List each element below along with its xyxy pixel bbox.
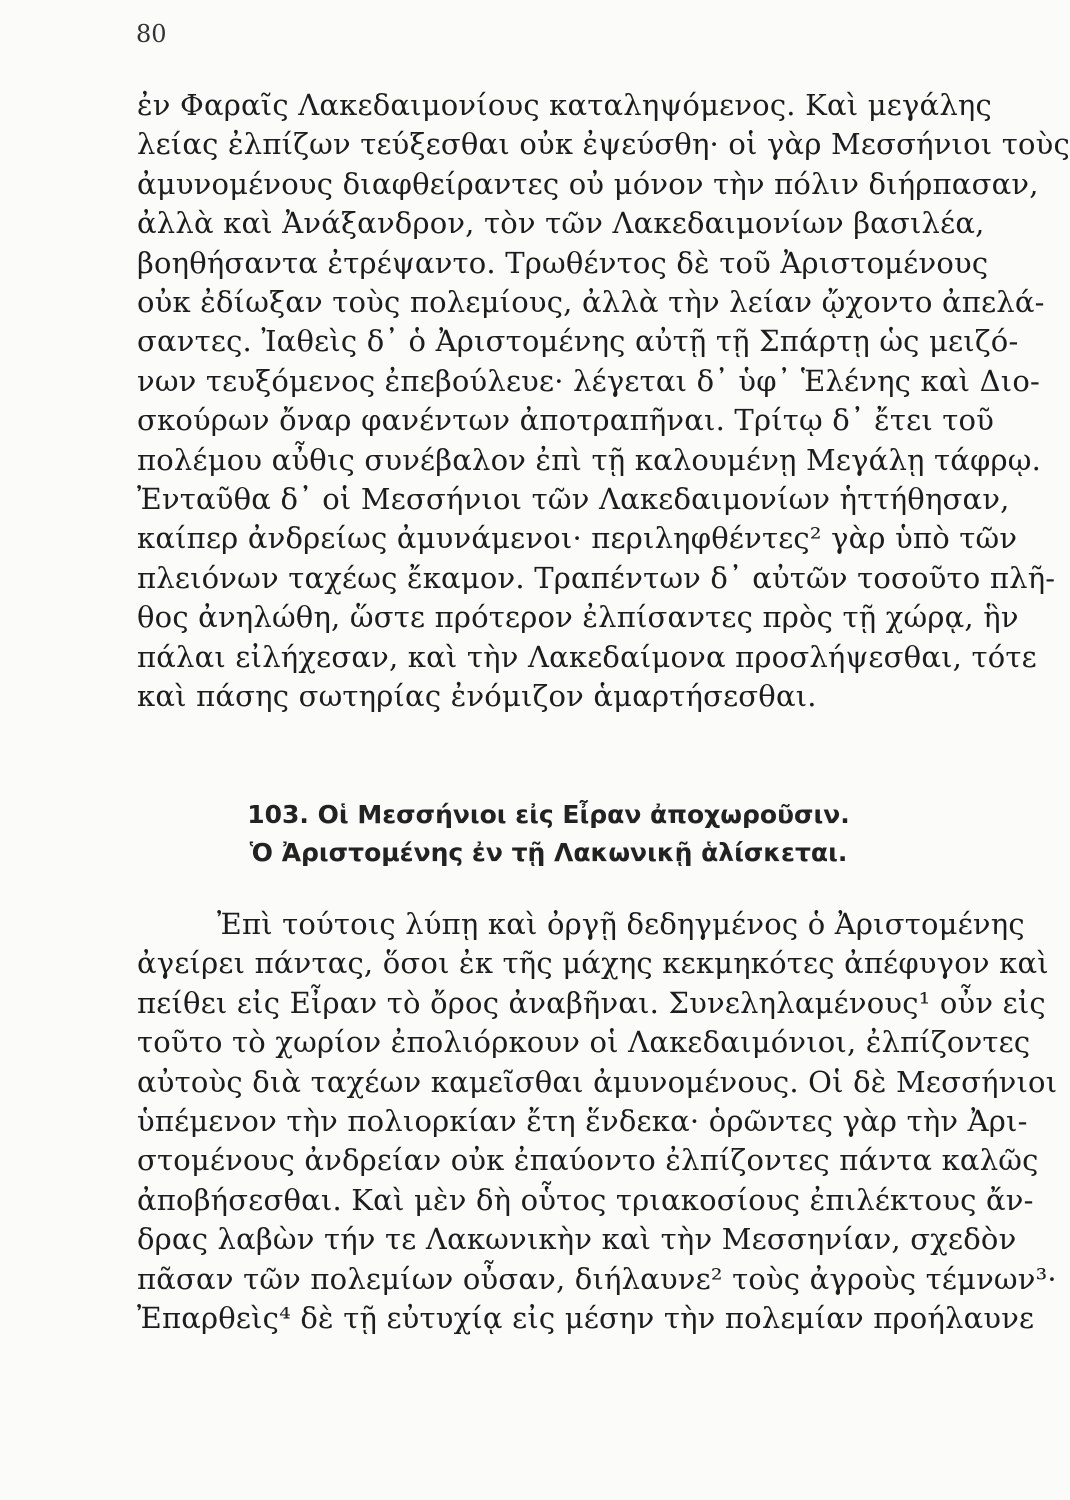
text-line: οὐκ ἐδίωξαν τοὺς πολεμίους, ἀλλὰ τὴν λείαν ᾤχοντο ἀπελά-: [137, 285, 1045, 320]
text-line: Ἐπὶ τούτοις λύπῃ καὶ ὀργῇ δεδηγμένος ὁ Ἀριστομένης: [217, 907, 1025, 941]
text-line: ἐν Φαραῖς Λακεδαιμονίους καταληψόμενος. Καὶ μεγάλης: [137, 88, 992, 122]
text-line: πλειόνων ταχέως ἔκαμον. Τραπέντων δ᾽ αὐτῶν τοσοῦτο πλῆ-: [137, 560, 1056, 595]
text-line: καίπερ ἀνδρείως ἀμυνάμενοι· περιληφθέντες² γὰρ ὑπὸ τῶν: [137, 521, 1018, 556]
text-line: καὶ πάσης σωτηρίας ἐνόμιζον ἁμαρτήσεσθαι.: [137, 679, 817, 714]
text-line: Ἐνταῦθα δ᾽ οἱ Μεσσήνιοι τῶν Λακεδαιμονίων ἡττήθησαν,: [137, 482, 1010, 517]
text-line: ὑπέμενον τὴν πολιορκίαν ἔτη ἕνδεκα· ὁρῶντες γὰρ τὴν Ἀρι-: [137, 1104, 1028, 1139]
text-line: δρας λαβὼν τήν τε Λακωνικὴν καὶ τὴν Μεσσηνίαν, σχεδὸν: [137, 1222, 1017, 1257]
text-line: πολέμου αὖθις συνέβαλον ἐπὶ τῇ καλουμένῃ Μεγάλῃ τάφρῳ.: [137, 442, 1042, 477]
text-line: πᾶσαν τῶν πολεμίων οὖσαν, διήλαυνε² τοὺς ἀγροὺς τέμνων³·: [137, 1261, 1057, 1296]
body-paragraph-1: [137, 86, 1070, 717]
text-line: νων τευξόμενος ἐπεβούλευε· λέγεται δ᾽ ὑφ᾽ Ἑλένης καὶ Διο-: [137, 363, 1041, 398]
text-line: ἀγείρει πάντας, ὅσοι ἐκ τῆς μάχης κεκμηκότες ἀπέφυγον καὶ: [137, 946, 1049, 981]
section-title: 103. Οἱ Μεσσήνιοι εἰς Εἶραν ἀποχωροῦσιν.: [247, 800, 850, 829]
body-paragraph-2: [137, 905, 1058, 1338]
text-line: σαντες. Ἰαθεὶς δ᾽ ὁ Ἀριστομένης αὐτῇ τῇ Σπάρτῃ ὡς μειζό-: [137, 324, 1019, 359]
text-line: τοῦτο τὸ χωρίον ἐπολιόρκουν οἱ Λακεδαιμόνιοι, ἐλπίζοντες: [137, 1025, 1031, 1060]
text-line: στομένους ἀνδρείαν οὐκ ἐπαύοντο ἐλπίζοντες πάντα καλῶς: [137, 1143, 1039, 1178]
text-line: θος ἀνηλώθη, ὥστε πρότερον ἐλπίσαντες πρὸς τῇ χώρᾳ, ἣν: [137, 600, 1019, 635]
section-heading: [137, 796, 960, 872]
text-line: ἀλλὰ καὶ Ἀνάξανδρον, τὸν τῶν Λακεδαιμονίων βασιλέα,: [137, 206, 985, 241]
text-line: λείας ἐλπίζων τεύξεσθαι οὐκ ἐψεύσθη· οἱ γὰρ Μεσσήνιοι τοὺς: [137, 127, 1070, 162]
section-subtitle: Ὁ Ἀριστομένης ἐν τῇ Λακωνικῇ ἁλίσκεται.: [249, 838, 848, 867]
text-line: αὐτοὺς διὰ ταχέων καμεῖσθαι ἀμυνομένους. Οἱ δὲ Μεσσήνιοι: [137, 1064, 1058, 1099]
text-line: Ἐπαρθεὶς⁴ δὲ τῇ εὐτυχίᾳ εἰς μέσην τὴν πολεμίαν προήλαυνε: [137, 1301, 1035, 1336]
text-line: πάλαι εἰλήχεσαν, καὶ τὴν Λακεδαίμονα προσλήψεσθαι, τότε: [137, 639, 1037, 674]
text-line: βοηθήσαντα ἐτρέψαντο. Τρωθέντος δὲ τοῦ Ἀριστομένους: [137, 245, 989, 280]
text-line: ἀμυνομένους διαφθείραντες οὐ μόνον τὴν πόλιν διήρπασαν,: [137, 166, 1039, 201]
page-number: 80: [136, 20, 167, 48]
text-line: πείθει εἰς Εἶραν τὸ ὄρος ἀναβῆναι. Συνεληλαμένους¹ οὖν εἰς: [137, 985, 1046, 1020]
text-line: σκούρων ὄναρ φανέντων ἀποτραπῆναι. Τρίτῳ δ᾽ ἔτει τοῦ: [137, 403, 995, 438]
text-line: ἀποβήσεσθαι. Καὶ μὲν δὴ οὗτος τριακοσίους ἐπιλέκτους ἄν-: [137, 1182, 1034, 1217]
